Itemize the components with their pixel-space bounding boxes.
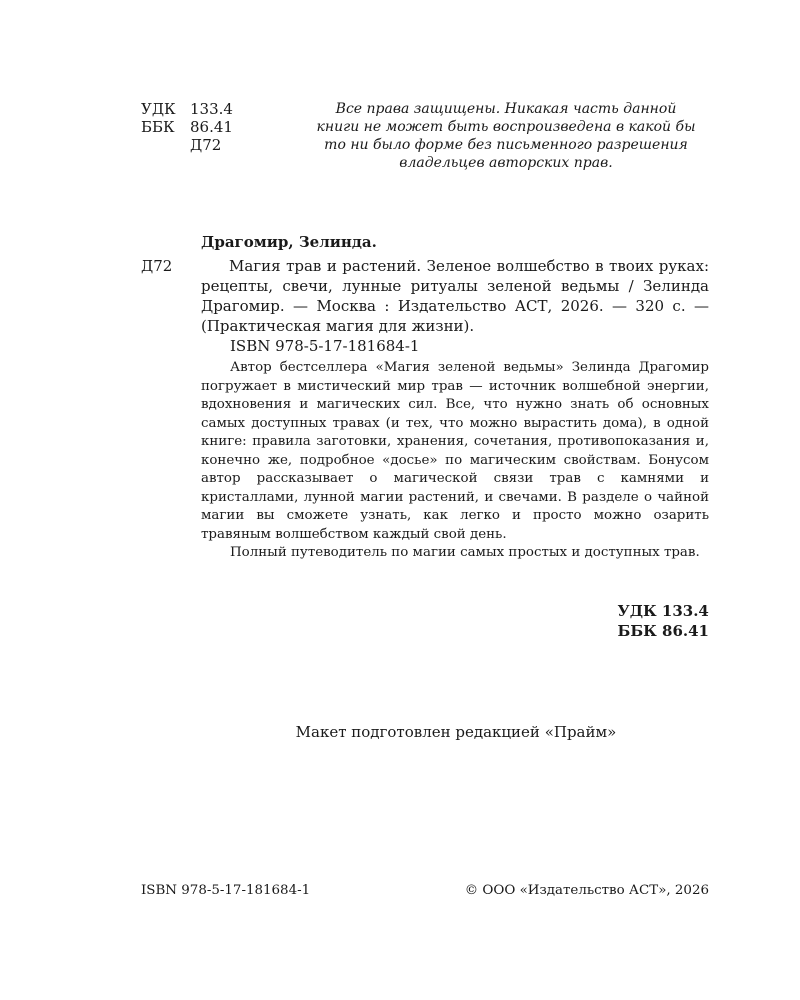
classification-summary	[618, 601, 709, 641]
bibliographic-description	[201, 256, 709, 336]
annotation-paragraph: Автор бестселлера «Магия зеленой ведьмы» Зелинда Драгомир погружает в мистический мир трав — источник волшебной энергии, вдохновения и магических сил. Все, что нужно знать об основных самых доступных травах (и тех, что можно вырастить дома), в одной книге: правила заготовки, хранения, сочетания, противопоказания и, конечно же, подробное «досье» по магическим свойствам. Бонусом автор рассказывает о магической связи трав с камнями и кристаллами, лунной магии растений, и свечами. В разделе о чайной магии вы сможете узнать, как легко и просто можно озарить травяным волшебством каждый свой день.	[201, 360, 709, 542]
classification-code: 86.41	[190, 118, 233, 136]
prepared-by: Макет подготовлен редакцией «Прайм»	[295, 723, 617, 741]
author-heading: Драгомир, Зелинда.	[201, 233, 377, 251]
classification-label: УДК	[141, 100, 176, 118]
bbk-summary: ББК 86.41	[617, 622, 709, 640]
rights-notice-line: владельцев авторских прав.	[399, 155, 613, 171]
classification-row-bbk	[141, 118, 233, 136]
annotation-paragraph: Полный путеводитель по магии самых простых и доступных трав.	[230, 545, 700, 560]
footer-isbn: ISBN 978-5-17-181684-1	[141, 883, 311, 898]
rights-notice-line: Все права защищены. Никакая часть данной	[335, 101, 677, 117]
udk-summary: УДК 133.4	[617, 602, 709, 620]
rights-notice	[292, 100, 720, 172]
classification-row-udk	[141, 100, 233, 118]
footer-copyright: © ООО «Издательство АСТ», 2026	[464, 883, 709, 898]
annotation	[201, 359, 709, 563]
classification-label	[141, 136, 190, 154]
bibliographic-text: Магия трав и растений. Зеленое волшебство в твоих руках: рецепты, свечи, лунные ритуалы зеленой ведьмы / Зелинда Драгомир. — Москва : Издательство АСТ, 2026. — 320 с. — (Практическая магия для жизни).	[201, 257, 709, 335]
classification-block	[141, 100, 233, 154]
classification-row-cutter	[141, 136, 233, 154]
cutter-mark: Д72	[141, 257, 173, 275]
classification-label: ББК	[141, 118, 175, 136]
rights-notice-line: то ни было форме без письменного разрешения	[324, 137, 688, 153]
classification-code: Д72	[190, 136, 222, 154]
isbn-line: ISBN 978-5-17-181684-1	[230, 337, 420, 355]
classification-code: 133.4	[190, 100, 233, 118]
rights-notice-line: книги не может быть воспроизведена в какой бы	[316, 119, 696, 135]
